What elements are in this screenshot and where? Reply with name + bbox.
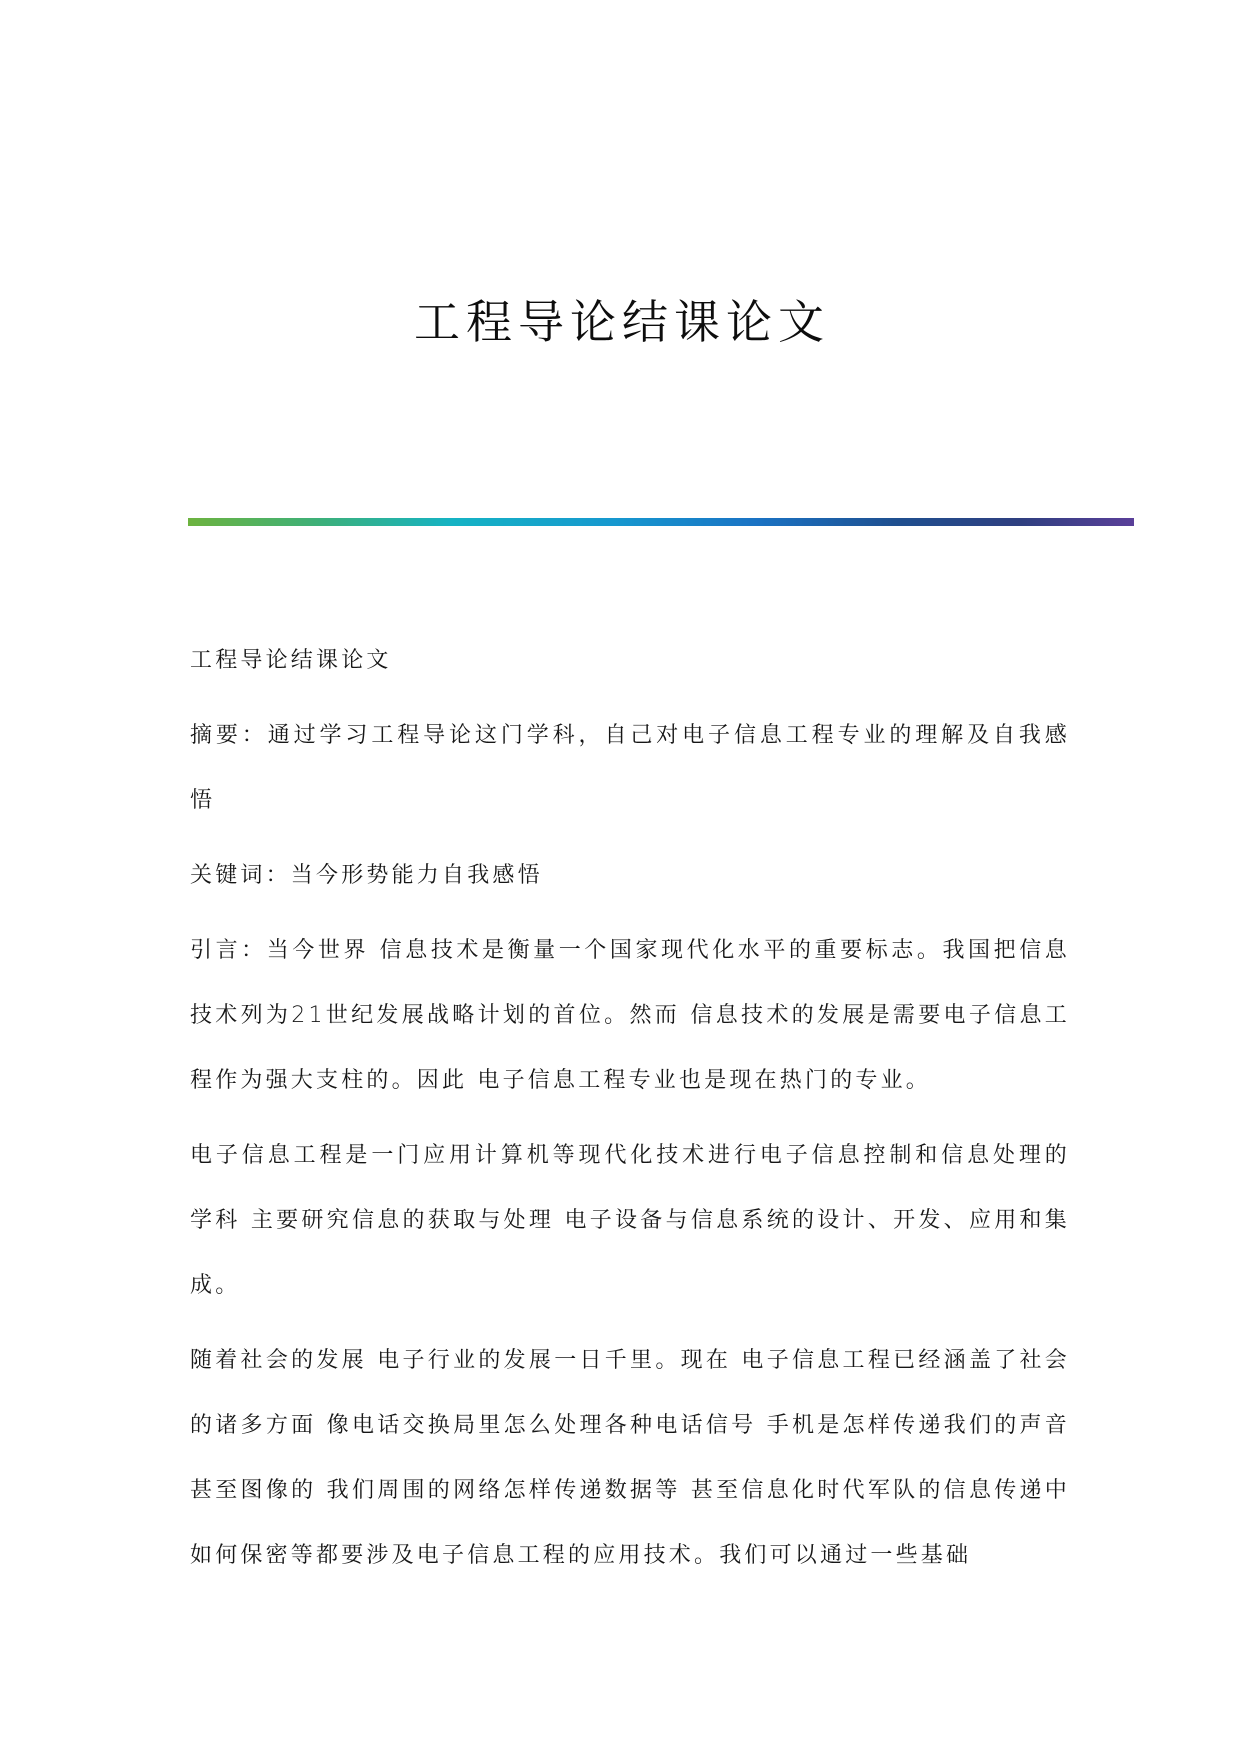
keywords-paragraph: 关键词：当今形势能力自我感悟: [190, 863, 543, 888]
introduction-paragraph: 引言：当今世界 信息技术是衡量一个国家现代化水平的重要标志。我国把信息技术列为21世纪发展战略计划的首位。然而 信息技术的发展是需要电子信息工程作为强大支柱的。因此 电子信息工程专业也是现在热门的专业。: [190, 938, 1070, 1093]
gradient-divider: [188, 518, 1134, 526]
body-heading: 工程导论结课论文: [190, 648, 392, 673]
development-paragraph: 随着社会的发展 电子行业的发展一日千里。现在 电子信息工程已经涵盖了社会的诸多方面 像电话交换局里怎么处理各种电话信号 手机是怎样传递我们的声音甚至图像的 我们周围的网络怎样传递数据等 甚至信息化时代军队的信息传递中如何保密等都要涉及电子信息工程的应用技术。我们可以通过一些基础: [190, 1348, 1070, 1568]
abstract-paragraph: 摘要：通过学习工程导论这门学科，自己对电子信息工程专业的理解及自我感悟: [190, 723, 1070, 813]
document-body: [190, 628, 1070, 1598]
document-cover-title: 工程导论结课论文: [414, 295, 830, 349]
definition-paragraph: 电子信息工程是一门应用计算机等现代化技术进行电子信息控制和信息处理的学科 主要研究信息的获取与处理 电子设备与信息系统的设计、开发、应用和集成。: [190, 1143, 1070, 1298]
